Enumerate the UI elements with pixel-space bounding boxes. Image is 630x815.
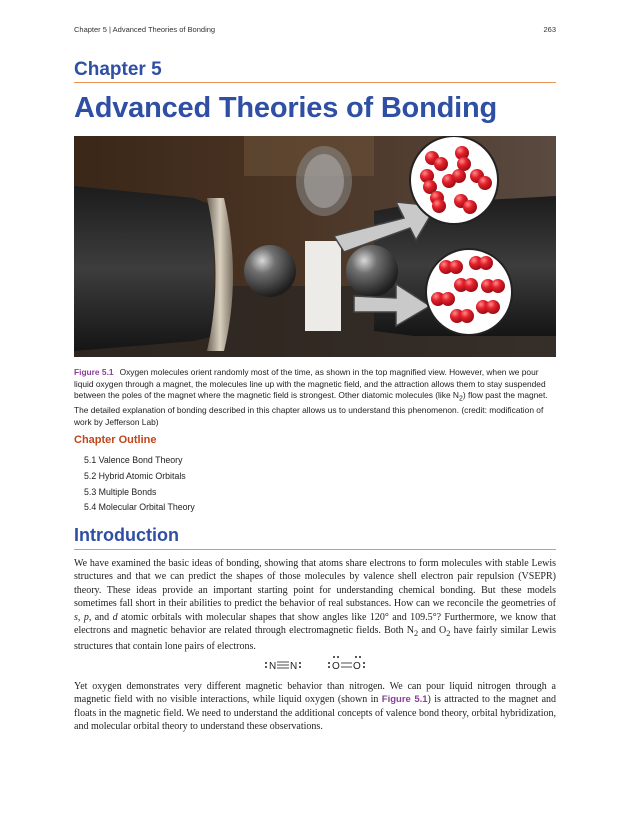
running-title: Chapter 5 | Advanced Theories of Bonding xyxy=(74,25,216,34)
random-oxygen-molecules-inset xyxy=(410,136,498,224)
introduction-paragraph-1: We have examined the basic ideas of bonding, showing that atoms share electrons to form molecules with stable Lewis structures and that we can predict the shapes of those molecules by valence shell electron pair repulsion (VSEPR) theory. These ideas provide an important starting point for understanding chemical bonding. But these models sometimes fall short in their abilities to predict the behavior of real substances. How can we reconcile the geometries of s, p, and d atomic orbitals with molecular shapes that show angles like 120° and 109.5°? Furthermore, we know that electrons and magnetic behavior are related through electromagnetic fields. Both $N_2$ and $O_2$ have fairly similar Lewis structures that contain lone pairs of electrons. xyxy=(74,558,556,653)
n2-lewis-structure xyxy=(265,661,301,672)
liquid-oxygen-stream xyxy=(305,241,341,331)
caption-subscript: 2 xyxy=(458,395,463,403)
left-pole-sphere xyxy=(244,245,296,297)
o2-atom-right: O xyxy=(353,661,361,672)
introduction-heading: Introduction xyxy=(74,525,179,545)
aligned-oxygen-molecules-inset xyxy=(426,249,512,335)
outline-item[interactable]: 5.1 Valence Bond Theory xyxy=(84,455,183,465)
chapter-title: Advanced Theories of Bonding xyxy=(74,92,497,124)
chapter-label: Chapter 5 xyxy=(74,59,162,80)
liquid-oxygen-magnet-photo xyxy=(74,136,556,357)
outline-item[interactable]: 5.4 Molecular Orbital Theory xyxy=(84,502,195,513)
caption-text-part2: ) flow past the magnet. The detailed explanation of bonding described in this chapter allows us to understand this phenomenon. (credit: modification of work by Jefferson Lab) xyxy=(74,390,548,428)
chapter-outline-list xyxy=(84,454,195,517)
n2-atom-right: N xyxy=(290,661,298,672)
outline-item[interactable]: 5.3 Multiple Bonds xyxy=(84,486,157,497)
introduction-paragraph-2: Yet oxygen demonstrates very different magnetic behavior than nitrogen. We can pour liquid nitrogen through a magnetic field with no visible interactions, while liquid oxygen (shown in Figure 5.1) is attracted to the magnet and floats in the magnetic field. We need to understand the additional concepts of valence bond theory, orbital hybridization, and molecular orbital theory to understand these observations. xyxy=(74,681,557,733)
n2-atom-left: N xyxy=(269,661,277,672)
chapter-outline-heading: Chapter Outline xyxy=(74,434,157,446)
right-pole-sphere xyxy=(346,245,398,297)
o2-lewis-structure xyxy=(328,656,365,672)
left-magnet-pole xyxy=(74,186,214,351)
lewis-structures xyxy=(260,652,380,676)
figure-caption xyxy=(74,367,556,429)
chapter-divider xyxy=(74,82,556,83)
caption-text-part1: Oxygen molecules orient randomly most of the time, as shown in the top magnified view. However, when we pour liquid oxygen through a magnet, the molecules line up with the magnetic field, and the attraction allows them to stay suspended between the poles of the magnet where the magnetic field is strongest. Other diatomic molecules (like N xyxy=(74,367,546,401)
introduction-divider xyxy=(74,549,556,550)
running-header xyxy=(74,25,556,34)
figure-reference-link[interactable]: Figure 5.1 xyxy=(381,694,428,706)
figure-label: Figure 5.1 xyxy=(74,367,114,377)
o2-atom-left: O xyxy=(332,661,340,672)
page-number: 263 xyxy=(543,25,556,34)
outline-item[interactable]: 5.2 Hybrid Atomic Orbitals xyxy=(84,470,186,481)
